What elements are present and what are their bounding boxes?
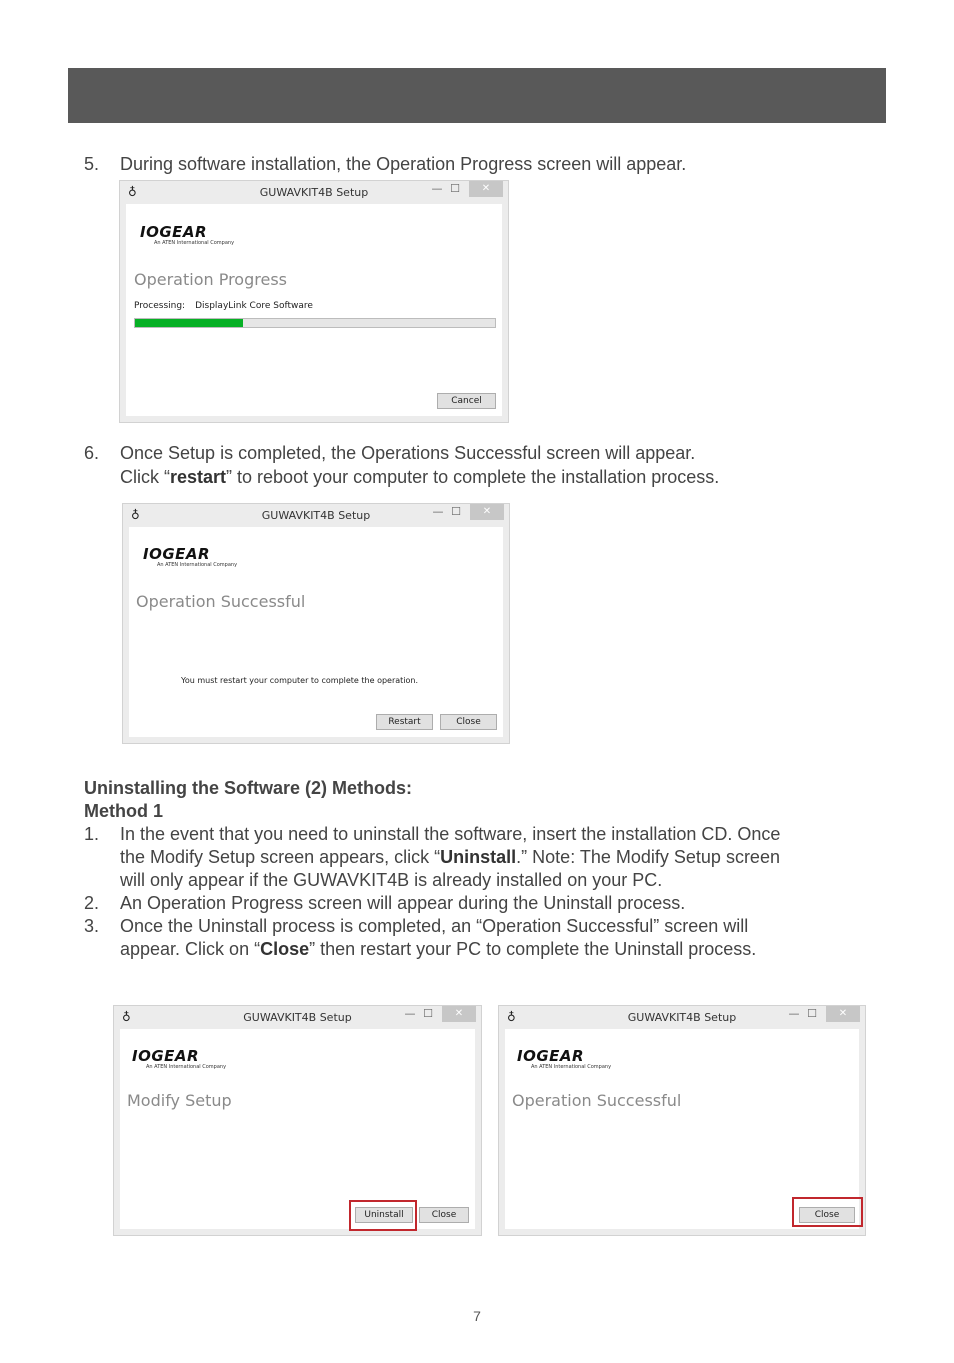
operation-heading: Operation Successful — [136, 592, 306, 611]
app-icon: ♁ — [507, 1010, 516, 1024]
processing-label: Processing: — [134, 301, 186, 311]
iogear-logo: IOGEAR An ATEN International Company — [132, 1047, 227, 1070]
window-client — [129, 527, 503, 737]
setup-window-success — [122, 503, 510, 744]
maximize-button[interactable]: ☐ — [450, 182, 460, 195]
progress-bar — [134, 318, 496, 328]
step-number: 2. — [84, 893, 100, 913]
restart-button[interactable]: Restart — [376, 714, 433, 730]
header-bar — [68, 68, 886, 123]
step-5 — [84, 153, 884, 176]
step-text-line2: appear. Click on “Close” then restart your PC to complete the Uninstall process. — [120, 939, 757, 959]
minimize-button[interactable]: — — [431, 182, 443, 195]
minimize-button[interactable]: — — [788, 1007, 800, 1020]
operation-heading: Modify Setup — [127, 1091, 232, 1110]
close-button[interactable]: Close — [440, 714, 497, 730]
step-6 — [84, 442, 884, 490]
close-highlight-box — [792, 1197, 863, 1227]
close-window-button[interactable]: ✕ — [442, 1006, 476, 1022]
app-icon: ♁ — [128, 185, 137, 199]
window-title: GUWAVKIT4B Setup — [243, 1011, 352, 1024]
setup-window-modify — [113, 1005, 482, 1236]
uninstall-keyword: Uninstall — [440, 847, 517, 867]
processing-status — [134, 301, 323, 311]
close-window-button[interactable]: ✕ — [470, 504, 504, 520]
iogear-logo: IOGEAR An ATEN International Company — [143, 545, 238, 568]
step-text-line2: Click “restart” to reboot your computer to complete the installation process. — [120, 467, 720, 487]
setup-window-progress — [119, 180, 509, 423]
window-title: GUWAVKIT4B Setup — [627, 1011, 737, 1024]
processing-value: DisplayLink Core Software — [195, 301, 313, 311]
app-icon: ♁ — [131, 508, 140, 522]
iogear-logo: IOGEAR An ATEN International Company — [517, 1047, 612, 1070]
step-text-line1: An Operation Progress screen will appear during the Uninstall process. — [120, 893, 686, 913]
close-keyword: Close — [260, 939, 310, 959]
maximize-button[interactable]: ☐ — [807, 1007, 817, 1020]
step-text-line1: In the event that you need to uninstall the software, insert the installation CD. Once — [120, 824, 781, 844]
step-number: 6. — [84, 443, 100, 463]
uninstall-step-2 — [84, 892, 884, 915]
window-title: GUWAVKIT4B Setup — [259, 186, 369, 199]
iogear-logo: IOGEAR An ATEN International Company — [140, 223, 235, 246]
cancel-button[interactable]: Cancel — [437, 393, 496, 409]
close-window-button[interactable]: ✕ — [826, 1006, 860, 1022]
close-button[interactable]: Close — [799, 1207, 855, 1223]
step-text-line1: Once Setup is completed, the Operations Successful screen will appear. — [120, 443, 696, 463]
step-text-line1: Once the Uninstall process is completed, an “Operation Successful” screen will — [120, 916, 749, 936]
uninstall-step-1 — [84, 823, 884, 893]
title-bar — [123, 504, 509, 526]
uninstall-step-3 — [84, 915, 884, 961]
uninstall-highlight-box — [349, 1200, 417, 1231]
app-icon: ♁ — [122, 1010, 131, 1024]
close-button[interactable]: Close — [419, 1207, 469, 1223]
step-text: During software installation, the Operation Progress screen will appear. — [120, 154, 687, 174]
close-window-button[interactable]: ✕ — [469, 181, 503, 197]
minimize-button[interactable]: — — [432, 505, 444, 518]
restart-keyword: restart — [170, 467, 227, 487]
restart-message: You must restart your computer to complete the operation. — [181, 676, 419, 685]
title-bar — [120, 181, 508, 203]
step-number: 3. — [84, 916, 100, 936]
operation-heading: Operation Progress — [134, 270, 287, 289]
title-bar — [114, 1006, 481, 1028]
uninstall-button[interactable]: Uninstall — [355, 1207, 413, 1223]
step-number: 5. — [84, 154, 100, 174]
window-title: GUWAVKIT4B Setup — [261, 509, 371, 522]
section-heading: Uninstalling the Software (2) Methods: — [84, 778, 413, 798]
operation-heading: Operation Successful — [512, 1091, 682, 1110]
progress-fill — [135, 319, 243, 327]
title-bar — [499, 1006, 865, 1028]
page-number: 7 — [473, 1308, 481, 1324]
step-text-line3: will only appear if the GUWAVKIT4B is already installed on your PC. — [120, 870, 663, 890]
step-number: 1. — [84, 824, 100, 844]
minimize-button[interactable]: — — [404, 1007, 416, 1020]
window-client — [126, 204, 502, 416]
window-client — [120, 1029, 475, 1229]
method-heading: Method 1 — [84, 801, 163, 821]
maximize-button[interactable]: ☐ — [423, 1007, 433, 1020]
step-text-line2: the Modify Setup screen appears, click “Uninstall.” Note: The Modify Setup screen — [120, 847, 780, 867]
maximize-button[interactable]: ☐ — [451, 505, 461, 518]
